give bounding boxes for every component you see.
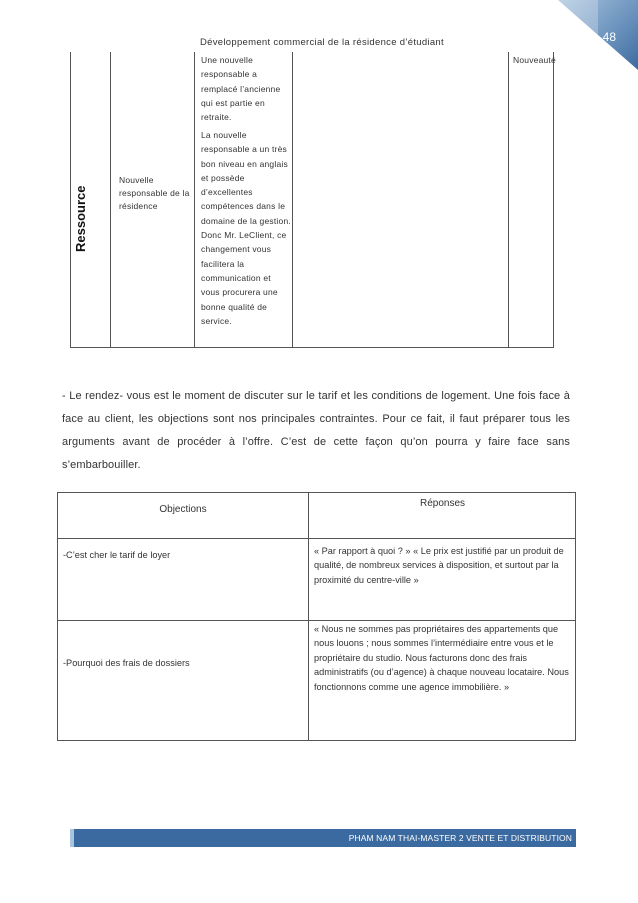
page-corner-shade	[558, 0, 598, 40]
running-title: Développement commercial de la résidence d’étudiant	[200, 37, 444, 48]
header-objections: Objections	[159, 504, 207, 515]
type-cell	[509, 52, 555, 347]
row-divider	[58, 538, 575, 539]
footer-bar	[70, 829, 576, 847]
row-label: Ressource	[73, 185, 88, 252]
footer-text: PHAM NAM THAI-MASTER 2 VENTE ET DISTRIBUTION	[348, 833, 572, 843]
header-responses: Réponses	[419, 498, 466, 509]
response-cell: « Par rapport à quoi ? » « Le prix est justifié par un produit de qualité, de nombreux services à disposition, et surtout par la proximité du centre-ville »	[314, 546, 564, 585]
body-paragraph: - Le rendez- vous est le moment de discuter sur le tarif et les conditions de logement. Une fois face à face au client, les objections sont nos principales contraintes. Pour ce fait, il faut préparer tous les arguments avant de procéder à l’offre. C’est de cette façon qu’on pourra y faire face sans s’embarbouiller.	[62, 390, 570, 471]
row-divider	[58, 620, 575, 621]
objection-cell: -Pourquoi des frais de dossiers	[63, 658, 190, 668]
footer-accent	[70, 829, 74, 847]
description-paragraph-1: Une nouvelle responsable a remplacé l’ancienne qui est partie en retraite.	[201, 55, 281, 123]
empty-cell	[293, 52, 509, 347]
objection-cell: -C’est cher le tarif de loyer	[63, 550, 171, 560]
resource-table	[70, 52, 554, 348]
objections-table	[57, 492, 576, 741]
response-cell: « Nous ne sommes pas propriétaires des appartements que nous louons ; nous sommes l’intermédiaire entre vous et le propriétaire du studio. Nous facturons donc des frais administratifs (ou d’agence) à chaque nouveau locataire. Nous fonctionnons comme une agence immobilière. »	[314, 624, 569, 692]
page-number: 48	[602, 30, 616, 44]
description-cell	[195, 52, 293, 347]
column-divider	[308, 493, 309, 740]
item-cell	[111, 52, 195, 347]
row-label-cell	[71, 52, 111, 347]
description-paragraph-2: La nouvelle responsable a un très bon niveau en anglais et possède d’excellentes compétences dans le domaine de la gestion. Donc Mr. LeClient, ce changement vous facilitera la communication et vous procurera une bonne qualité de service.	[201, 130, 291, 326]
item-text: Nouvelle responsable de la résidence	[119, 175, 190, 211]
type-text: Nouveauté	[513, 55, 556, 65]
